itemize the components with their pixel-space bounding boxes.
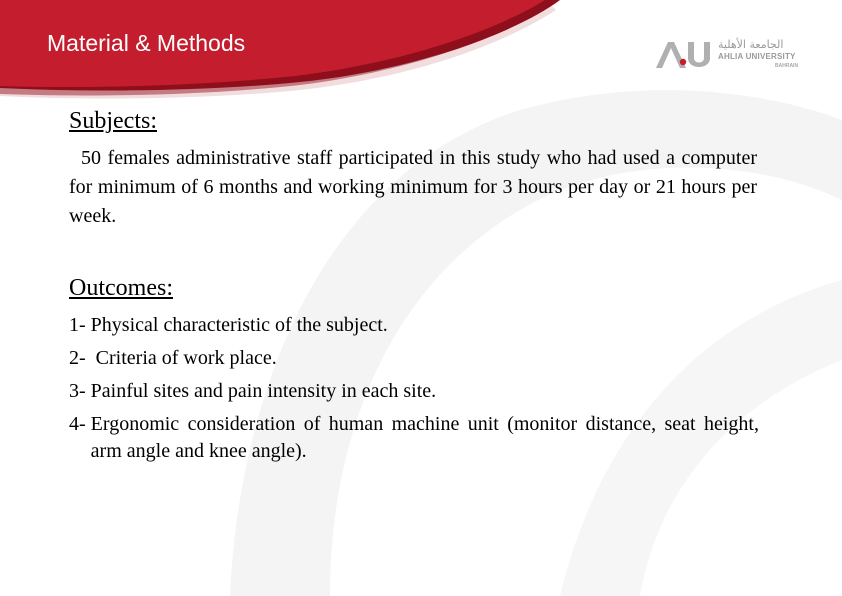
- list-item-number: 3-: [69, 380, 91, 402]
- slide-title: Material & Methods: [47, 30, 246, 56]
- list-item-number: 4-: [69, 413, 91, 435]
- outcomes-heading: Outcomes:: [69, 275, 173, 301]
- list-item: [69, 312, 759, 338]
- subjects-paragraph: 50 females administrative staff participated in this study who had used a computer for minimum of 6 months and working minimum for 3 hours per day or 21 hours per week.: [69, 147, 757, 227]
- list-item: [69, 345, 759, 371]
- list-item-text: Physical characteristic of the subject.: [90, 314, 388, 336]
- list-item: [69, 411, 759, 465]
- list-item-text: Ergonomic consideration of human machine unit (monitor distance, seat height, arm angle and knee angle).: [90, 413, 759, 462]
- list-item-text: Criteria of work place.: [95, 347, 277, 369]
- logo-arabic-text: الجامعة الأهلية: [718, 38, 784, 51]
- list-item-text: Painful sites and pain intensity in each site.: [90, 380, 437, 402]
- list-item-number: 2-: [69, 347, 96, 369]
- list-item-number: 1-: [69, 314, 91, 336]
- list-item: [69, 378, 759, 404]
- logo-english-text: AHLIA UNIVERSITY: [718, 52, 796, 61]
- subjects-heading: Subjects:: [69, 108, 157, 134]
- outcomes-list: [69, 312, 759, 472]
- logo-location-text: BAHRAIN: [775, 63, 799, 69]
